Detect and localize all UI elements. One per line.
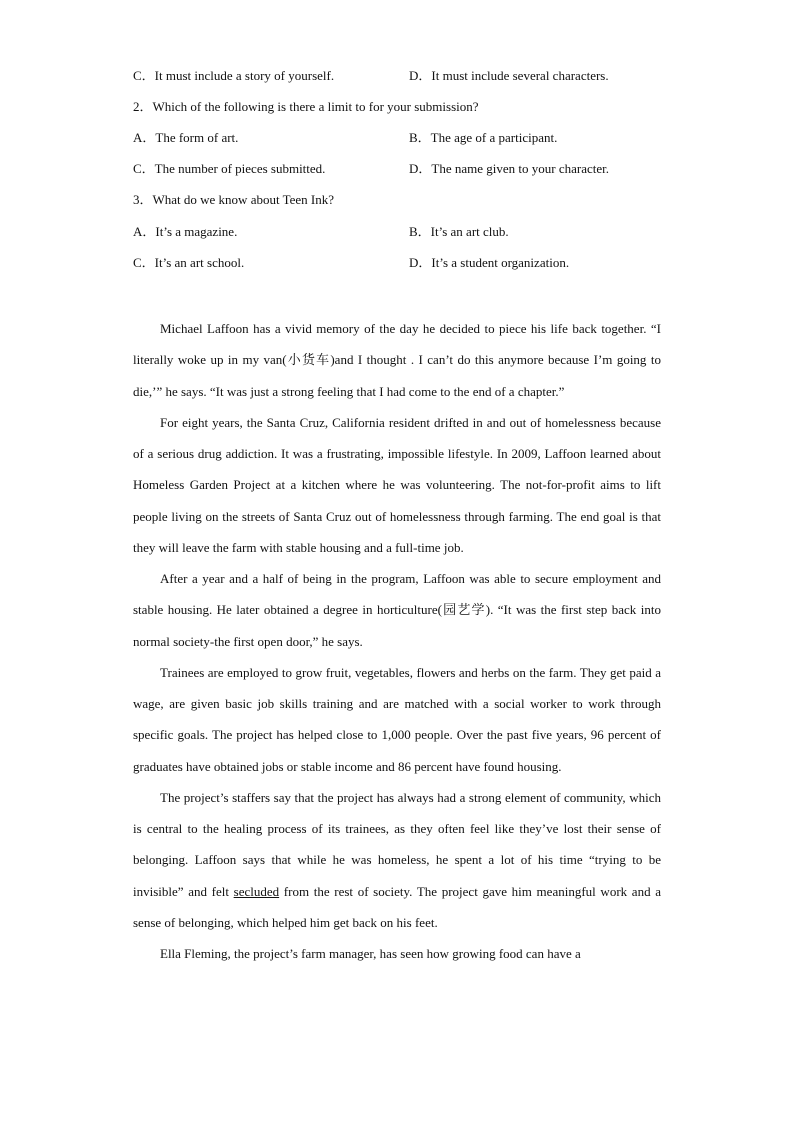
q2-option-d[interactable]: D．The name given to your character. [409, 161, 609, 176]
q3-option-d[interactable]: D．It’s a student organization. [409, 255, 570, 270]
paragraph-5-text-after: from the rest of society. The project gave him meaningful work and a sense of belonging, which helped him get back on his feet. [133, 883, 662, 930]
q1-option-c[interactable]: C．It must include a story of yourself. [133, 68, 335, 83]
underlined-word-secluded: secluded [233, 883, 280, 899]
q2-stem: 2．Which of the following is there a limit to for your submission? [133, 99, 479, 114]
q2-options-row-cd [133, 158, 673, 180]
q2-option-c[interactable]: C．The number of pieces submitted. [133, 161, 326, 176]
q3-options-row-ab [133, 221, 673, 243]
q3-option-b[interactable]: B．It’s an art club. [409, 224, 509, 239]
passage-paragraph-3: After a year and a half of being in the program, Laffoon was able to secure employment and stable housing. He later obtained a degree in horticulture(园艺学). “It was the first step back into normal society-the first open door,” he says. [133, 571, 661, 649]
passage-paragraph-1: Michael Laffoon has a vivid memory of the day he decided to piece his life back together. “I literally woke up in my van(小货车)and I thought . I can’t do this anymore because I’m going to die,’” he says. “It was just a strong feeling that I had come to the end of a chapter.” [133, 321, 661, 399]
passage-paragraph-5 [133, 782, 661, 938]
q2-options-row-ab [133, 127, 673, 149]
passage-paragraph-6: Ella Fleming, the project’s farm manager, has seen how growing food can have a [160, 946, 581, 961]
q3-stem: 3．What do we know about Teen Ink? [133, 192, 335, 207]
q3-option-c[interactable]: C．It’s an art school. [133, 255, 245, 270]
paragraph-5-text-before: The project’s staffers say that the project has always had a strong element of community, which is central to the healing process of its trainees, as they often feel like they’ve lost their sense of belonging. Laffoon says that while he was homeless, he spent a lot of his time “trying to be invisible” and felt [133, 789, 661, 899]
reading-passage [133, 313, 661, 969]
q2-option-a[interactable]: A．The form of art. [133, 130, 239, 145]
q1-option-d[interactable]: D．It must include several characters. [409, 68, 609, 83]
passage-paragraph-2: For eight years, the Santa Cruz, California resident drifted in and out of homelessness because of a serious drug addiction. It was a frustrating, impossible lifestyle. In 2009, Laffoon learned about Homeless Garden Project at a kitchen where he was volunteering. The not-for-profit aims to lift people living on the streets of Santa Cruz out of homelessness through farming. The end goal is that they will leave the farm with stable housing and a full-time job. [133, 414, 661, 555]
q2-option-b[interactable]: B．The age of a participant. [409, 130, 558, 145]
passage-paragraph-4: Trainees are employed to grow fruit, vegetables, flowers and herbs on the farm. They get paid a wage, are given basic job skills training and are matched with a social worker to work through specific goals. The project has helped close to 1,000 people. Over the past five years, 96 percent of graduates have obtained jobs or stable income and 86 percent have found housing. [133, 664, 661, 774]
q3-options-row-cd [133, 252, 673, 274]
q1-options-row-cd [133, 65, 673, 87]
q3-option-a[interactable]: A．It’s a magazine. [133, 224, 238, 239]
